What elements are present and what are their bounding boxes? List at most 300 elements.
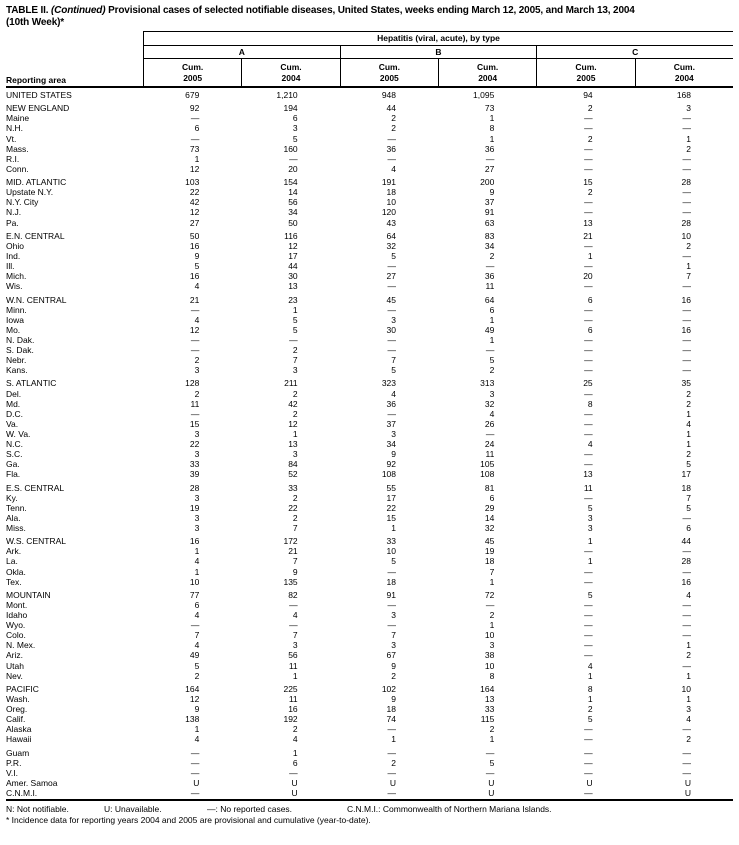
value-text: 36 — [386, 143, 396, 154]
value-text: 7 — [292, 630, 298, 641]
value-text: 49 — [484, 324, 495, 335]
table-row — [6, 778, 733, 788]
value-cell — [438, 768, 536, 778]
value-cell — [241, 103, 339, 113]
value-text: 26 — [484, 418, 495, 429]
value-cell — [143, 335, 241, 345]
value-cell — [536, 197, 634, 207]
value-text: 3 — [391, 314, 396, 325]
value-text: — — [682, 630, 691, 641]
value-text: 6 — [686, 522, 691, 533]
value-cell — [340, 536, 438, 546]
value-cell — [241, 503, 339, 513]
value-text: — — [584, 261, 593, 272]
value-text: — — [387, 600, 396, 610]
value-cell — [340, 419, 438, 429]
legend-unavailable: U: Unavailable. — [104, 804, 162, 815]
value-text: — — [485, 261, 495, 272]
value-text: U — [389, 777, 396, 788]
value-cell — [438, 325, 536, 335]
table-title-line1 — [6, 5, 733, 17]
row-label: Iowa — [6, 314, 24, 325]
row-label: Wyo. — [6, 620, 26, 631]
value-cell — [241, 704, 339, 714]
value-cell — [438, 577, 536, 587]
value-cell — [241, 409, 339, 419]
row-label: S.C. — [6, 449, 23, 460]
value-cell — [635, 345, 733, 355]
value-text: 81 — [484, 482, 495, 493]
value-cell — [635, 389, 733, 399]
value-text: 23 — [288, 294, 298, 305]
value-cell — [340, 177, 438, 187]
row-label: Md. — [6, 398, 21, 409]
value-cell — [536, 640, 634, 650]
value-text: 5 — [194, 660, 200, 671]
value-text: — — [584, 304, 593, 315]
value-cell — [340, 113, 438, 123]
value-cell — [438, 164, 536, 174]
row-label: P.R. — [6, 757, 22, 768]
value-cell — [241, 261, 339, 271]
row-label: D.C. — [6, 408, 23, 419]
table-row — [6, 197, 733, 207]
value-cell — [635, 748, 733, 758]
value-cell — [241, 164, 339, 174]
value-cell — [241, 187, 339, 197]
value-cell — [340, 684, 438, 694]
value-text: — — [584, 546, 593, 557]
value-text: 7 — [391, 630, 396, 641]
row-label: Fla. — [6, 469, 21, 480]
value-text: 12 — [288, 418, 298, 429]
value-text: — — [682, 724, 691, 735]
table-row — [6, 103, 733, 113]
value-cell — [536, 409, 634, 419]
value-text: — — [584, 767, 593, 778]
value-text: — — [584, 314, 593, 325]
value-text: 164 — [480, 683, 495, 694]
value-text: — — [190, 334, 200, 345]
value-text: 33 — [484, 704, 495, 715]
value-text: 27 — [189, 217, 200, 228]
value-cell — [340, 704, 438, 714]
table-row — [6, 218, 733, 228]
value-text: 5 — [587, 589, 593, 600]
value-cell — [143, 134, 241, 144]
value-text: 1 — [489, 133, 495, 144]
value-text: — — [682, 757, 691, 768]
value-cell — [536, 335, 634, 345]
value-cell — [635, 493, 733, 503]
value-cell — [143, 305, 241, 315]
value-text: 2 — [587, 704, 593, 715]
value-text: — — [387, 566, 396, 577]
value-cell — [635, 187, 733, 197]
value-text: — — [387, 345, 396, 355]
value-cell — [635, 197, 733, 207]
value-text: 52 — [288, 469, 298, 480]
legend-no-reported-cases: —: No reported cases. — [207, 804, 293, 815]
value-text: 313 — [480, 378, 495, 389]
value-text: — — [387, 281, 396, 292]
value-cell — [635, 409, 733, 419]
value-text: 28 — [681, 177, 691, 188]
row-label: Mont. — [6, 600, 28, 610]
value-cell — [241, 345, 339, 355]
value-cell — [241, 671, 339, 681]
table-row — [6, 164, 733, 174]
value-cell — [635, 305, 733, 315]
value-cell — [143, 197, 241, 207]
value-text: 172 — [283, 536, 298, 547]
value-cell — [143, 378, 241, 388]
value-cell — [438, 345, 536, 355]
value-cell — [438, 429, 536, 439]
value-cell — [241, 251, 339, 261]
value-text: 6 — [194, 600, 200, 610]
value-cell — [635, 231, 733, 241]
value-cell — [438, 187, 536, 197]
value-cell — [143, 704, 241, 714]
value-text: 30 — [288, 271, 298, 282]
table-row — [6, 503, 733, 513]
value-text: 2 — [489, 610, 495, 621]
value-cell — [635, 429, 733, 439]
value-cell — [536, 610, 634, 620]
value-cell — [340, 778, 438, 788]
value-text: 4 — [686, 714, 691, 725]
value-cell — [635, 103, 733, 113]
value-text: 27 — [386, 271, 396, 282]
value-cell — [340, 251, 438, 261]
value-cell — [143, 758, 241, 768]
value-text: U — [488, 777, 495, 788]
value-cell — [143, 103, 241, 113]
value-cell — [143, 724, 241, 734]
value-cell — [536, 523, 634, 533]
value-text: — — [190, 747, 200, 758]
table-row — [6, 123, 733, 133]
table-row — [6, 315, 733, 325]
table-section — [6, 90, 733, 100]
value-cell — [635, 134, 733, 144]
value-text: — — [682, 345, 691, 355]
value-text: 4 — [194, 281, 200, 292]
value-cell — [438, 748, 536, 758]
value-cell — [438, 661, 536, 671]
value-cell — [143, 503, 241, 513]
value-cell — [340, 409, 438, 419]
value-text: — — [485, 600, 495, 610]
value-text: 10 — [484, 630, 495, 641]
value-cell — [143, 650, 241, 660]
row-label: Va. — [6, 418, 19, 429]
value-cell — [340, 389, 438, 399]
value-cell — [536, 567, 634, 577]
row-label: Calif. — [6, 714, 26, 725]
value-cell — [340, 399, 438, 409]
value-text: — — [584, 197, 593, 208]
value-cell — [438, 251, 536, 261]
value-text: 7 — [194, 630, 200, 641]
row-label: Wash. — [6, 694, 30, 705]
value-text: — — [584, 492, 593, 503]
value-text: — — [289, 767, 298, 778]
value-cell — [635, 177, 733, 187]
value-text: — — [584, 788, 593, 799]
value-text: 16 — [189, 271, 200, 282]
table-row — [6, 788, 733, 798]
value-cell — [635, 523, 733, 533]
row-label: La. — [6, 556, 18, 567]
row-label: N.C. — [6, 439, 23, 450]
value-text: 13 — [583, 469, 593, 480]
value-text: — — [682, 566, 691, 577]
row-label: Mass. — [6, 143, 29, 154]
value-text: 2 — [686, 143, 691, 154]
value-cell — [241, 449, 339, 459]
value-cell — [340, 469, 438, 479]
value-cell — [536, 144, 634, 154]
value-cell — [143, 231, 241, 241]
value-cell — [143, 536, 241, 546]
table-body — [6, 88, 733, 801]
value-cell — [536, 694, 634, 704]
value-text: 1 — [391, 734, 396, 745]
row-label: Amer. Samoa — [6, 777, 58, 788]
value-text: — — [387, 133, 396, 144]
value-cell — [241, 768, 339, 778]
value-text: 4 — [194, 314, 200, 325]
value-text: 2 — [587, 103, 593, 114]
value-text: 3 — [391, 428, 396, 439]
value-text: 1 — [587, 556, 593, 567]
value-text: 10 — [386, 546, 396, 557]
value-text: — — [387, 408, 396, 419]
value-text: 4 — [292, 610, 298, 621]
value-cell — [241, 154, 339, 164]
row-label: NEW ENGLAND — [6, 103, 70, 114]
value-cell — [536, 714, 634, 724]
value-text: — — [584, 240, 593, 251]
value-text: 11 — [288, 694, 298, 705]
row-label: Kans. — [6, 365, 28, 376]
value-cell — [438, 261, 536, 271]
table-row — [6, 650, 733, 660]
value-cell — [143, 630, 241, 640]
value-cell — [438, 546, 536, 556]
value-text: 5 — [587, 502, 593, 513]
value-text: 115 — [480, 714, 495, 725]
value-text: — — [387, 747, 396, 758]
value-text: 3 — [686, 704, 691, 715]
value-text: 105 — [480, 459, 495, 470]
table-row — [6, 577, 733, 587]
value-text: — — [682, 546, 691, 557]
value-text: 323 — [381, 378, 396, 389]
row-label: W.S. CENTRAL — [6, 536, 66, 547]
value-text: — — [190, 113, 200, 124]
value-cell — [241, 459, 339, 469]
table-row — [6, 567, 733, 577]
value-text: — — [682, 660, 691, 671]
value-cell — [536, 325, 634, 335]
value-cell — [438, 409, 536, 419]
row-label: N.Y. City — [6, 197, 39, 208]
value-cell — [438, 197, 536, 207]
value-cell — [536, 295, 634, 305]
value-text: 28 — [681, 556, 691, 567]
value-text: 45 — [484, 536, 495, 547]
value-text: U — [291, 777, 298, 788]
table-row — [6, 748, 733, 758]
value-text: 1 — [292, 428, 298, 439]
value-cell — [635, 144, 733, 154]
value-text: — — [387, 334, 396, 345]
value-text: 1 — [489, 620, 495, 631]
row-label: Vt. — [6, 133, 17, 144]
value-text: — — [190, 304, 200, 315]
value-text: 11 — [485, 449, 495, 460]
table-section — [6, 177, 733, 227]
value-cell — [241, 536, 339, 546]
value-text: — — [584, 113, 593, 124]
value-text: 18 — [484, 556, 495, 567]
value-cell — [340, 197, 438, 207]
value-text: 1,210 — [276, 90, 298, 100]
value-text: 49 — [189, 650, 200, 661]
table-row — [6, 177, 733, 187]
value-text: 1,095 — [473, 90, 495, 100]
table-section — [6, 378, 733, 479]
table-row — [6, 590, 733, 600]
value-cell — [536, 103, 634, 113]
value-cell — [635, 714, 733, 724]
value-cell — [536, 429, 634, 439]
value-cell — [438, 671, 536, 681]
value-cell — [536, 231, 634, 241]
value-text: 21 — [189, 294, 200, 305]
value-cell — [143, 546, 241, 556]
value-cell — [536, 241, 634, 251]
value-text: 6 — [292, 113, 298, 124]
value-cell — [536, 684, 634, 694]
value-cell — [536, 768, 634, 778]
value-text: — — [190, 408, 200, 419]
table-row — [6, 355, 733, 365]
value-text: 1 — [686, 261, 691, 272]
row-label: Nebr. — [6, 355, 27, 366]
value-cell — [536, 355, 634, 365]
value-text: 36 — [484, 143, 495, 154]
value-cell — [635, 694, 733, 704]
value-cell — [241, 734, 339, 744]
value-cell — [438, 483, 536, 493]
value-cell — [438, 295, 536, 305]
table-row — [6, 546, 733, 556]
value-text: 33 — [189, 459, 200, 470]
value-text: 4 — [194, 734, 200, 745]
value-text: 9 — [194, 250, 200, 261]
value-text: 1 — [489, 576, 495, 587]
value-cell — [241, 389, 339, 399]
col-header-b-2005: Cum. 2005 — [340, 59, 438, 86]
value-cell — [536, 600, 634, 610]
value-text: 2 — [686, 734, 691, 745]
value-text: — — [682, 314, 691, 325]
value-text: 67 — [386, 650, 396, 661]
value-cell — [143, 399, 241, 409]
value-text: 17 — [288, 250, 298, 261]
value-text: 5 — [686, 502, 691, 513]
value-cell — [635, 513, 733, 523]
value-cell — [635, 419, 733, 429]
row-label: Hawaii — [6, 734, 32, 745]
table-title-line2: (10th Week)* — [6, 16, 65, 28]
value-text: 22 — [189, 187, 200, 198]
value-text: — — [584, 640, 593, 651]
row-label: Oreg. — [6, 704, 28, 715]
value-cell — [536, 154, 634, 164]
value-text: 1 — [194, 546, 200, 557]
value-cell — [340, 590, 438, 600]
value-text: 91 — [386, 589, 396, 600]
header-row-group — [6, 31, 733, 46]
table-row — [6, 419, 733, 429]
value-cell — [340, 144, 438, 154]
value-text: 1 — [686, 428, 691, 439]
value-text: 91 — [484, 207, 495, 218]
row-label: E.N. CENTRAL — [6, 230, 65, 241]
value-cell — [438, 704, 536, 714]
value-text: 14 — [484, 512, 495, 523]
value-cell — [241, 610, 339, 620]
value-cell — [340, 724, 438, 734]
table-row — [6, 493, 733, 503]
value-text: 3 — [489, 388, 495, 399]
value-cell — [241, 469, 339, 479]
value-text: 192 — [283, 714, 298, 725]
value-cell — [241, 90, 339, 100]
value-cell — [340, 610, 438, 620]
table-section — [6, 590, 733, 681]
value-text: 5 — [194, 261, 200, 272]
value-cell — [340, 493, 438, 503]
value-text: 7 — [292, 556, 298, 567]
value-text: 200 — [480, 177, 495, 188]
footnotes — [6, 804, 733, 825]
value-cell — [241, 788, 339, 798]
value-cell — [143, 439, 241, 449]
value-cell — [438, 694, 536, 704]
value-text: 6 — [292, 757, 298, 768]
value-text: 164 — [185, 683, 200, 694]
value-cell — [241, 567, 339, 577]
value-text: 138 — [185, 714, 200, 725]
value-cell — [635, 365, 733, 375]
value-cell — [536, 758, 634, 768]
row-label: Colo. — [6, 630, 26, 641]
value-cell — [635, 536, 733, 546]
value-cell — [241, 123, 339, 133]
value-text: — — [584, 576, 593, 587]
value-text: 92 — [189, 103, 200, 114]
value-cell — [536, 123, 634, 133]
value-text: — — [682, 620, 691, 631]
value-cell — [143, 577, 241, 587]
value-text: 2 — [391, 670, 396, 681]
